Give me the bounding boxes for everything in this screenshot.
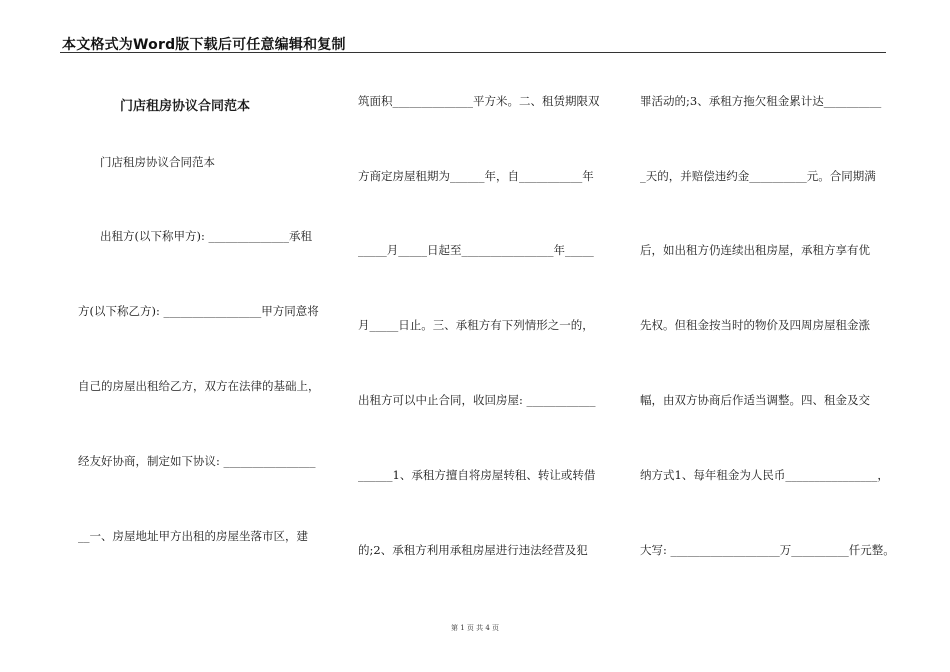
- page-number: 第 1 页 共 4 页: [450, 624, 500, 632]
- column3-line-5: 幅，由双方协商后作适当调整。四、租金及交: [640, 393, 870, 407]
- column2-line-1: 筑面积______________平方米。二、租赁期限双: [358, 94, 600, 108]
- column1-line-3: 方(以下称乙方): _________________甲方同意将: [78, 304, 319, 318]
- header-rule: [60, 52, 886, 53]
- document-banner: 本文格式为Word版下载后可任意编辑和复制: [62, 37, 346, 53]
- column3-line-6: 纳方式1、每年租金为人民币________________，: [640, 468, 889, 482]
- column2-line-3: _____月_____日起至________________年_____: [358, 243, 594, 257]
- column1-line-6: __一、房屋地址甲方出租的房屋坐落市区，建: [78, 529, 308, 543]
- column1-line-5: 经友好协商，制定如下协议: ________________: [78, 454, 316, 468]
- column2-line-6: ______1、承租方擅自将房屋转租、转让或转借: [358, 468, 596, 482]
- column2-line-7: 的;2、承租方利用承租房屋进行违法经营及犯: [358, 543, 588, 557]
- column3-line-3: 后，如出租方仍连续出租房屋，承租方享有优: [640, 243, 870, 257]
- column3-line-2: _天的，并赔偿违约金__________元。合同期满: [640, 169, 876, 183]
- column2-line-4: 月_____日止。三、承租方有下列情形之一的，: [358, 318, 594, 332]
- column1-line-1: 门店租房协议合同范本: [100, 155, 215, 169]
- column1-line-4: 自己的房屋出租给乙方，双方在法律的基础上，: [78, 379, 320, 393]
- column3-line-7: 大写: ___________________万__________仟元整。: [640, 543, 895, 557]
- column2-line-2: 方商定房屋租期为______年，自___________年: [358, 169, 594, 183]
- column3-line-4: 先权。但租金按当时的物价及四周房屋租金涨: [640, 318, 870, 332]
- column2-line-5: 出租方可以中止合同，收回房屋: ____________: [358, 393, 596, 407]
- column3-line-1: 罪活动的;3、承租方拖欠租金累计达__________: [640, 94, 882, 108]
- column1-line-2: 出租方(以下称甲方): ______________承租: [100, 229, 313, 243]
- document-title: 门店租房协议合同范本: [120, 99, 251, 114]
